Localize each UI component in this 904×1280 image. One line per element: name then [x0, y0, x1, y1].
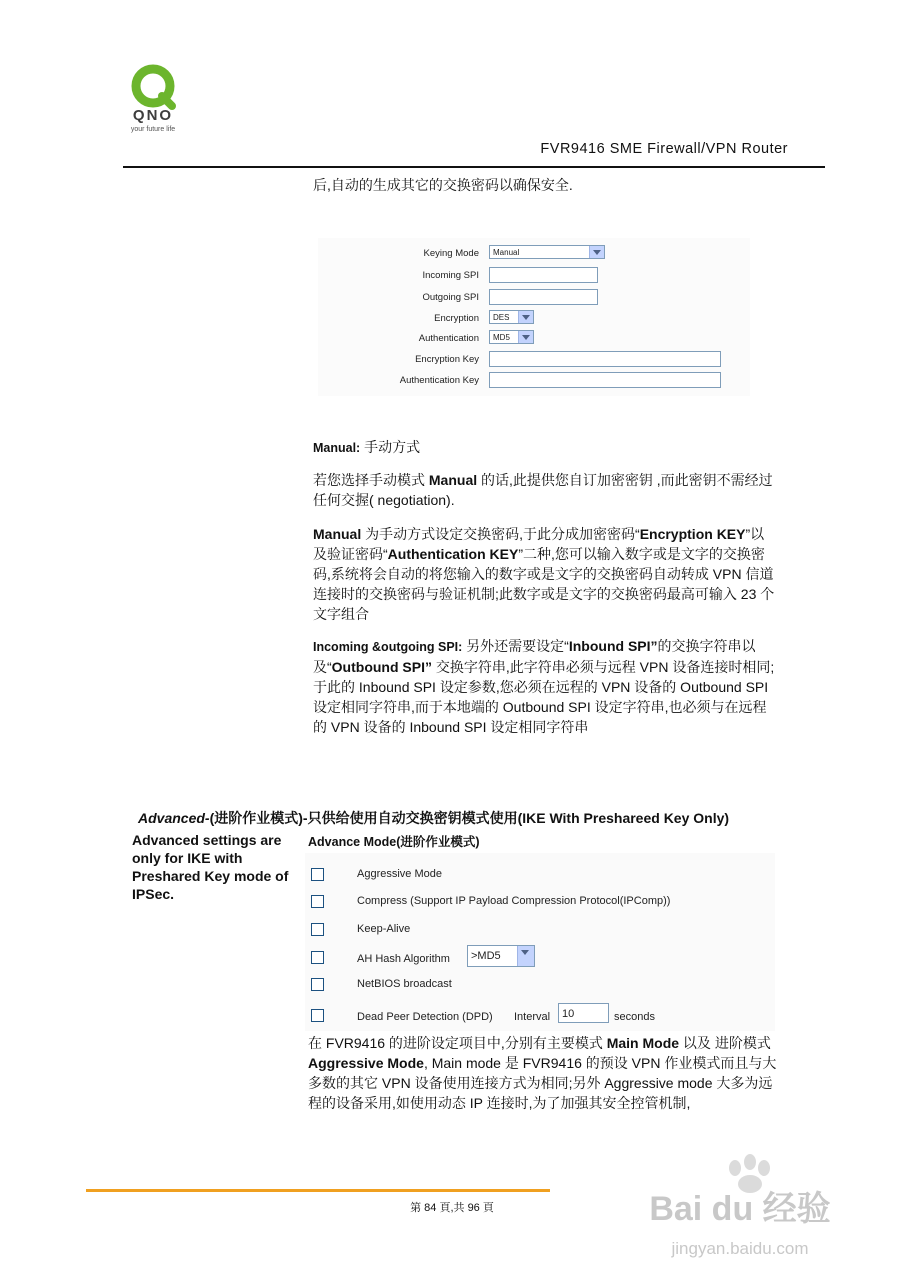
netbios-label: NetBIOS broadcast [357, 978, 452, 990]
text-span-bold: Aggressive Mode [308, 1055, 424, 1071]
authentication-key-input[interactable] [489, 372, 721, 388]
text-span-bold: Manual [428, 472, 478, 488]
advanced-heading-rest: (进阶作业模式)-只供给使用自动交换密钥模式使用(IKE With Preshareed Key Only) [209, 810, 730, 826]
encryption-label: Encryption [434, 313, 479, 324]
text-span: 为手动方式设定交换密码,于此分成加密密码“ [361, 526, 640, 542]
text-span: , Main mode 是 FVR9416 的预设 VPN 作业模式而且与大多数的其它 VPN 设备使用连接方式为相同;另外 Aggressive mode 大多为远程的设备采用,如使用动态 IP 连接时,为了加强其安全控管机制, [308, 1055, 777, 1111]
compress-label: Compress (Support IP Payload Compression Protocol(IPComp)) [357, 895, 671, 907]
encryption-key-row [318, 350, 750, 370]
encryption-row [318, 309, 750, 329]
text-span: 在 FVR9416 的进阶设定项目中,分别有主要模式 [308, 1035, 607, 1051]
outgoing-spi-row [318, 288, 750, 308]
text-span: ”二种,您可以输入数字或是文字的交换密码,系统将会自动的将您输入的数字或是文字的交换密码自动转成 VPN 信道连接时的交换密码与验证机制;此数字或是文字的交换密码最高可输入 23 个文字组合 [313, 546, 775, 622]
manual-title-cn: 手动方式 [364, 439, 421, 455]
logo-tagline: your future life [130, 126, 176, 133]
ah-hash-checkbox[interactable] [311, 951, 324, 964]
manual-keying-form [318, 238, 750, 396]
advance-mode-subheading: Advance Mode(进阶作业模式) [308, 835, 480, 849]
incoming-spi-label: Incoming SPI [422, 270, 479, 281]
dpd-option [305, 1006, 775, 1028]
ah-hash-label: AH Hash Algorithm [357, 953, 450, 965]
text-span-bold: Outbound SPI” [331, 659, 432, 675]
netbios-checkbox[interactable] [311, 978, 324, 991]
advanced-heading [138, 808, 729, 828]
ah-hash-select[interactable] [467, 945, 535, 967]
text-span-bold: Main Mode [606, 1035, 680, 1051]
compress-checkbox[interactable] [311, 895, 324, 908]
authentication-label: Authentication [418, 333, 479, 344]
lead-text: 后,自动的生成其它的交换密码以确保安全. [313, 177, 573, 193]
authentication-select[interactable] [489, 330, 534, 344]
dpd-checkbox[interactable] [311, 1009, 324, 1022]
footer-divider [86, 1189, 550, 1192]
netbios-option [305, 975, 775, 997]
authentication-key-label: Authentication Key [399, 375, 479, 386]
manual-title-en: Manual: [313, 441, 361, 455]
chevron-down-icon [589, 246, 604, 258]
manual-paragraph-1 [313, 470, 775, 510]
text-span: ”以及验证密码“ [313, 526, 765, 562]
advanced-options-panel [305, 853, 775, 1031]
baidu-watermark [640, 1150, 840, 1268]
encryption-key-input[interactable] [489, 351, 721, 367]
manual-section-title [313, 437, 783, 458]
chevron-down-icon [517, 946, 534, 966]
aggressive-mode-label: Aggressive Mode [357, 868, 442, 880]
header-divider [123, 166, 825, 168]
manual-paragraph-2 [313, 524, 775, 624]
manual-paragraph-3 [313, 636, 775, 737]
text-span: 另外还需要设定“ [462, 638, 569, 654]
text-span: 若您选择手动模式 [313, 472, 429, 488]
encryption-value: DES [493, 313, 510, 322]
keepalive-option [305, 920, 775, 942]
dpd-seconds-label: seconds [614, 1011, 655, 1023]
ah-hash-option [305, 948, 775, 970]
incoming-spi-input[interactable] [489, 267, 598, 283]
keepalive-label: Keep-Alive [357, 923, 411, 935]
authentication-value: MD5 [493, 333, 510, 342]
encryption-key-label: Encryption Key [415, 354, 479, 365]
ah-hash-value: >MD5 [471, 950, 501, 962]
text-span: 的交换字符串以及“ [313, 638, 756, 675]
aggressive-mode-checkbox[interactable] [311, 868, 324, 881]
text-span-bold: Authentication KEY [387, 546, 519, 562]
authentication-key-row [318, 371, 750, 391]
logo-wordmark: QNO [132, 107, 174, 124]
keying-mode-value: Manual [493, 248, 520, 257]
watermark-url: jingyan.baidu.com [671, 1239, 809, 1258]
dpd-interval-label: Interval [514, 1011, 551, 1023]
chevron-down-icon [518, 331, 533, 343]
text-span: 的话,此提供您自订加密密钥 ,而此密钥不需经过任何交握( negotiation). [313, 472, 773, 508]
advanced-note: Advanced settings are only for IKE with Preshared Key mode of IPSec. [132, 832, 289, 902]
dpd-label: Dead Peer Detection (DPD) [357, 1011, 493, 1023]
outgoing-spi-label: Outgoing SPI [422, 292, 479, 303]
text-span-bold: Incoming &outgoing SPI: [313, 640, 463, 654]
page-number: 第 84 頁,共 96 頁 [410, 1202, 494, 1214]
text-span-bold: Inbound SPI” [568, 638, 658, 654]
dpd-interval-input[interactable]: 10 [558, 1003, 609, 1023]
chevron-down-icon [518, 311, 533, 323]
text-span-bold: Manual [313, 526, 362, 542]
keying-mode-select[interactable] [489, 245, 605, 259]
text-span: 交换字符串,此字符串必须与远程 VPN 设备连接时相同;于此的 Inbound SPI 设定参数,您必须在远程的 VPN 设备的 Outbound SPI 设定相同字符串,而于本地端的 Outbound SPI 设定字符串,也必须与在远程的 VPN 设备的 Inbound SPI 设定相同字符串 [313, 659, 775, 735]
authentication-row [318, 329, 750, 349]
outgoing-spi-input[interactable] [489, 289, 598, 305]
encryption-select[interactable] [489, 310, 534, 324]
compress-option [305, 892, 775, 914]
keepalive-checkbox[interactable] [311, 923, 324, 936]
watermark-brand: Bai du 经验 [649, 1190, 831, 1228]
keying-mode-row [318, 244, 750, 264]
advanced-paragraph [308, 1033, 778, 1113]
keying-mode-label: Keying Mode [423, 248, 479, 259]
aggressive-mode-option [305, 865, 775, 887]
text-span: 以及 进阶模式 [679, 1035, 771, 1051]
incoming-spi-row [318, 266, 750, 286]
advanced-heading-italic: Advanced- [138, 810, 210, 826]
header-title: FVR9416 SME Firewall/VPN Router [540, 141, 788, 157]
text-span-bold: Encryption KEY [639, 526, 746, 542]
qno-logo [118, 62, 188, 134]
